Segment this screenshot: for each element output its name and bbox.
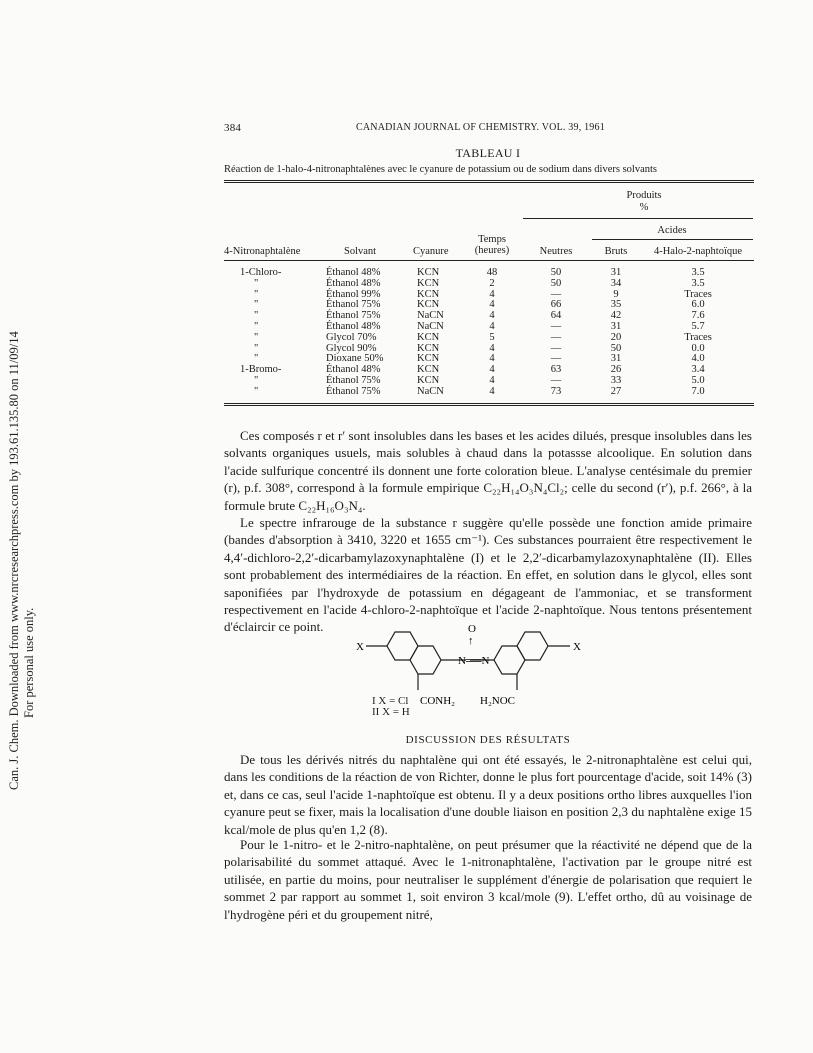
table-cell: 7.6 — [691, 310, 705, 322]
produits-rule — [523, 218, 753, 219]
table-cell: 42 — [610, 310, 622, 322]
table-cell: — — [550, 331, 562, 343]
table-cell: — — [550, 321, 562, 332]
table-cell: 2 — [489, 277, 495, 289]
table-cell: 4 — [489, 299, 495, 311]
table-bottom-rule — [224, 403, 754, 404]
table-cell: 35 — [610, 299, 622, 311]
table-cell: KCN — [417, 277, 440, 289]
table-cell: " — [254, 375, 259, 386]
table-cell: Éthanol 48% — [326, 364, 381, 376]
table-cell: 0.0 — [691, 342, 705, 354]
header-neutres: Neutres — [539, 246, 573, 257]
compound-label-2: II X = H — [372, 706, 410, 718]
table-cell: " — [254, 277, 259, 289]
header-halo: 4-Halo-2-naphtoïque — [653, 246, 743, 257]
table-cell: 4 — [489, 288, 495, 300]
header-bottom-rule — [224, 260, 754, 261]
side-note-line1: Can. J. Chem. Downloaded from www.nrcresearchpress.com by 193.61.135.80 on 11/09/14 — [7, 331, 21, 790]
table-cell: 7.0 — [691, 385, 705, 397]
oxygen-label: O — [468, 623, 476, 635]
table-cell: Traces — [684, 288, 712, 300]
table-cell: " — [254, 342, 259, 354]
left-amide: CONH₂ — [420, 695, 456, 707]
left-ring-1 — [387, 632, 418, 660]
table-cell: NaCN — [417, 321, 444, 332]
table-cell: " — [254, 321, 259, 332]
table-cell: 26 — [610, 364, 622, 376]
table-cell: Éthanol 48% — [326, 267, 381, 278]
table-cell: 4 — [489, 321, 495, 332]
table-cell: KCN — [417, 342, 440, 354]
table-cell: 20 — [610, 331, 622, 343]
table-cell: — — [550, 288, 562, 300]
header-cyanure: Cyanure — [413, 246, 449, 257]
paragraph-1: Ces composés r et r′ sont insolubles dans les bases et les acides dilués, presque insolubles dans les solvants organiques usuels, mais solubles à chaud dans la potassse alcoolique. En solution dans l'acide sulfurique concentré ils donnent une forte coloration bleue. L'analyse centésimale du premier (r), p.f. 308°, correspond à la formule empirique C₂₂H₁₄O₃N₄Cl₂; celle du second (r′), p.f. 266°, à la formule brute C₂₂H₁₆O₃N₄. — [224, 428, 752, 513]
table-cell: 50 — [550, 267, 562, 278]
table-cell: 5 — [489, 331, 495, 343]
table-cell: KCN — [417, 331, 440, 343]
table-cell: 1-Bromo- — [240, 364, 282, 376]
table-cell: KCN — [417, 267, 440, 278]
table-cell: " — [254, 310, 259, 322]
azoxy-group: N══N — [458, 655, 490, 667]
table-top-rule — [224, 180, 754, 181]
table-cell: 4 — [489, 375, 495, 386]
table-cell: 27 — [610, 385, 622, 397]
table-cell: 64 — [550, 310, 562, 322]
table-cell: NaCN — [417, 385, 444, 397]
oxygen-arrow: ↑ — [468, 635, 474, 647]
table-cell: 4.0 — [691, 353, 705, 365]
table-cell: Éthanol 75% — [326, 385, 381, 397]
table-cell: " — [254, 353, 259, 365]
header-nitro: 4-Nitronaphtalène — [224, 246, 301, 257]
header-percent: % — [639, 202, 649, 213]
table-cell: KCN — [417, 299, 440, 311]
table-cell: 4 — [489, 310, 495, 322]
header-bruts: Bruts — [604, 246, 628, 257]
table-cell: 1-Chloro- — [240, 267, 282, 278]
table-cell: 4 — [489, 342, 495, 354]
table-cell: KCN — [417, 353, 440, 365]
right-amide: H₂NOC — [480, 695, 516, 707]
table-cell: Éthanol 99% — [326, 288, 381, 300]
table-cell: 34 — [610, 277, 622, 289]
table-cell: Glycol 90% — [326, 342, 377, 354]
table-cell: 5.7 — [691, 321, 705, 332]
header-acides: Acides — [657, 225, 687, 236]
table-cell: 3.5 — [691, 267, 705, 278]
side-note-line2: For personal use only. — [22, 607, 36, 718]
journal-title: CANADIAN JOURNAL OF CHEMISTRY. VOL. 39, 1961 — [356, 122, 605, 133]
table-cell: 50 — [550, 277, 562, 289]
table-bottom-rule-2 — [224, 405, 754, 406]
header-solvant: Solvant — [344, 246, 377, 257]
table-cell: Éthanol 75% — [326, 375, 381, 386]
paragraph-2: Le spectre infrarouge de la substance r suggère qu'elle possède une fonction amide primaire (bandes d'absorption à 3410, 3220 et 1655 cm⁻¹). Ces substances pourraient être respectivement le 4,4′-dichloro-2,2′-dicarbamylazoxynaphtalène (I) et le 2,2′-dicarbamylazoxynaphtalène (II). Elles sont probablement des intermédiaires de la réaction. En effet, en solution dans le glycol, elles sont saponifiées par l'hydroxyde de potassium en dégageant de l'ammoniac, et se transforment respectivement en l'acide 4-chloro-2-naphtoïque et l'acide 2-naphtoïque. Nous tentons présentement d'éclaircir ce point. — [224, 515, 752, 635]
table-cell: 63 — [550, 364, 562, 376]
paragraph-4: Pour le 1-nitro- et le 2-nitro-naphtalène, on peut présumer que la réactivité ne dépend que de la polarisabilité du sommet attaqué. Avec le 1-nitronaphtalène, l'activation par le groupe nitré est utilisée, en partie du moins, pour neutraliser le supplément d'énergie de polarisation que requiert le sommet 2 par rapport au sommet 1, soit environ 3 kcal/mole (9). L'effet ortho, dû au voisinage de l'hydrogène péri et du groupement nitré, — [224, 837, 752, 922]
right-ring-2 — [494, 646, 525, 674]
page-number: 384 — [224, 122, 242, 134]
right-ring-1 — [517, 632, 548, 660]
table-cell: Éthanol 48% — [326, 277, 381, 289]
table-cell: Glycol 70% — [326, 331, 377, 343]
table-cell: " — [254, 385, 259, 397]
table-cell: 3.4 — [691, 364, 705, 376]
compound-labels — [372, 696, 410, 718]
table-cell: Éthanol 75% — [326, 310, 381, 322]
side-note — [3, 270, 39, 790]
table-cell: 50 — [610, 342, 622, 354]
table-cell: — — [550, 375, 562, 386]
table-cell: " — [254, 331, 259, 343]
table-cell: 33 — [610, 375, 622, 386]
table-cell: 66 — [550, 299, 562, 311]
table-cell: Éthanol 48% — [326, 321, 381, 332]
table-cell: 9 — [613, 288, 619, 300]
table-top-rule-2 — [224, 182, 754, 183]
table-cell: NaCN — [417, 310, 444, 322]
table-cell: 31 — [610, 353, 622, 365]
acides-rule — [592, 239, 753, 240]
table-cell: — — [550, 353, 562, 365]
header-temps: Temps — [478, 234, 506, 245]
table-cell: 5.0 — [691, 375, 705, 386]
table-cell: 4 — [489, 364, 495, 376]
table-caption: Réaction de 1-halo-4-nitronaphtalènes avec le cyanure de potassium ou de sodium dans divers solvants — [224, 164, 658, 175]
table-cell: " — [254, 288, 259, 300]
table-cell: Éthanol 75% — [326, 299, 381, 311]
table-cell: KCN — [417, 288, 440, 300]
table-cell: 73 — [550, 385, 562, 397]
table-cell: 31 — [610, 321, 622, 332]
table-cell: Traces — [684, 331, 712, 343]
table-cell: " — [254, 299, 259, 311]
left-x: X — [356, 641, 364, 653]
table-cell: 4 — [489, 385, 495, 397]
right-x: X — [573, 641, 581, 653]
header-heures: (heures) — [474, 245, 510, 256]
table-cell: 31 — [610, 267, 622, 278]
table-cell: KCN — [417, 364, 440, 376]
table-cell: 4 — [489, 353, 495, 365]
table-cell: KCN — [417, 375, 440, 386]
table-cell: — — [550, 342, 562, 354]
table-cell: 6.0 — [691, 299, 705, 311]
table-title: TABLEAU I — [455, 146, 521, 160]
table-cell: 3.5 — [691, 277, 705, 289]
left-ring-2 — [410, 646, 441, 674]
header-produits: Produits — [626, 190, 662, 201]
section-title: DISCUSSION DES RÉSULTATS — [405, 734, 571, 746]
paragraph-3: De tous les dérivés nitrés du naphtalène qui ont été essayés, le 2-nitronaphtalène est celui qui, dans les conditions de la réaction de von Richter, donne le plus fort pourcentage d'acide, soit 14% (3) et, dans ce cas, seul l'acide 1-naphtoïque est obtenu. Il y a deux positions ortho libres auxquelles l'ion cyanure peut se fixer, mais la localisation d'une double liaison en position 2,3 du naphtalène exige 15 kcal/mole de plus qu'en 1,2 (8). — [224, 752, 752, 837]
compound-label-1: I X = Cl — [372, 695, 409, 707]
table-cell: 48 — [486, 267, 498, 278]
table-cell: Dioxane 50% — [326, 353, 384, 365]
